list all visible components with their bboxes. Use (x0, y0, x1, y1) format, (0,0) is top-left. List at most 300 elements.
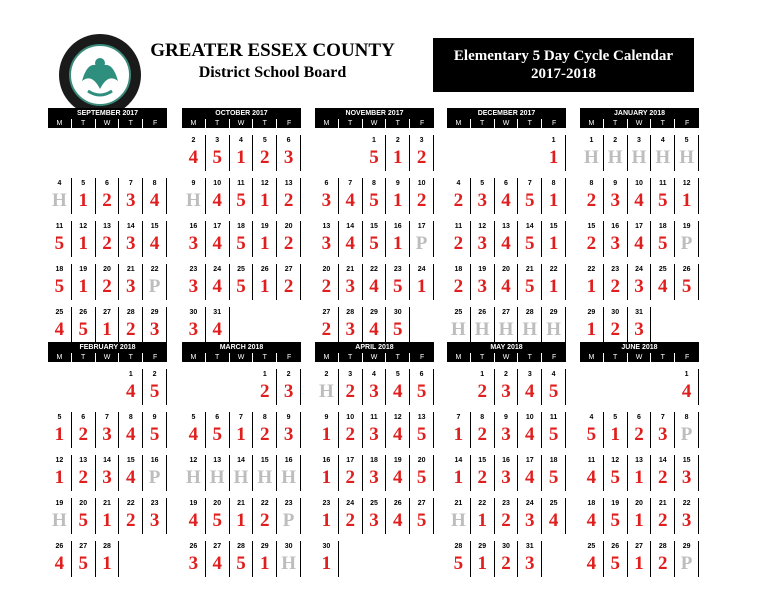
cycle-day-number: 4 (501, 233, 511, 254)
empty-cell (518, 135, 542, 171)
day-cell (230, 541, 254, 577)
week-row (315, 455, 434, 491)
day-number: 21 (658, 500, 667, 507)
day-cell (447, 498, 471, 534)
weekday-label: T (518, 119, 542, 128)
weekday-label: F (277, 119, 301, 128)
week-row (447, 455, 566, 491)
cycle-day-number: 5 (416, 467, 427, 488)
day-cell (182, 307, 206, 343)
cycle-day-number: 4 (54, 319, 65, 340)
empty-cell (96, 135, 120, 171)
day-cell (386, 412, 410, 448)
cycle-day-number: 2 (610, 319, 620, 340)
cycle-day-number: 2 (283, 190, 294, 211)
cycle-day-number: 4 (393, 381, 403, 402)
week-row (580, 369, 699, 405)
day-number: 18 (454, 266, 463, 273)
day-number: 17 (635, 223, 643, 230)
day-number: 12 (682, 180, 691, 187)
day-cell (604, 135, 628, 171)
cycle-day-number: 1 (393, 233, 403, 254)
day-cell (651, 221, 675, 257)
day-cell (363, 178, 387, 214)
day-number: 6 (81, 414, 86, 421)
day-number: 30 (322, 543, 331, 550)
cycle-day-number: 4 (149, 190, 160, 211)
day-number: 15 (150, 223, 159, 230)
empty-cell (143, 541, 167, 577)
week-row (182, 541, 301, 577)
day-cell (119, 307, 143, 343)
day-cell (182, 221, 206, 257)
cycle-day-number: 2 (453, 190, 464, 211)
weekday-label: W (230, 353, 254, 362)
non-school-day-code: H (186, 467, 201, 488)
day-number: 6 (419, 371, 424, 378)
cycle-day-number: 5 (236, 276, 246, 297)
cycle-day-number: 3 (681, 510, 692, 531)
day-cell (518, 221, 542, 257)
cycle-day-number: 4 (188, 424, 199, 445)
day-number: 18 (237, 223, 245, 230)
cycle-day-number: 4 (393, 467, 403, 488)
day-cell (339, 455, 363, 491)
empty-cell (119, 541, 143, 577)
day-number: 21 (126, 266, 135, 273)
weekday-label: T (72, 353, 96, 362)
cycle-day-number: 2 (345, 424, 355, 445)
cycle-day-number: 1 (453, 467, 464, 488)
day-number: 3 (348, 371, 353, 378)
cycle-day-number: 1 (477, 510, 487, 531)
empty-cell (230, 307, 254, 343)
day-number: 17 (417, 223, 426, 230)
month-title: MAY 2018 (447, 342, 566, 353)
day-cell (386, 221, 410, 257)
month-title: NOVEMBER 2017 (315, 108, 434, 119)
day-cell (315, 221, 339, 257)
day-cell (518, 541, 542, 577)
day-cell (277, 541, 301, 577)
day-number: 28 (237, 543, 245, 550)
day-cell (495, 369, 519, 405)
day-number: 5 (191, 414, 196, 421)
week-row (580, 135, 699, 171)
day-cell (48, 307, 72, 343)
weekday-label: F (143, 353, 167, 362)
cycle-day-number: 1 (321, 510, 332, 531)
month-block (447, 342, 566, 577)
weekday-header (182, 353, 301, 362)
day-cell (48, 178, 72, 214)
day-number: 4 (660, 137, 665, 144)
day-cell (96, 307, 120, 343)
day-cell (580, 455, 604, 491)
day-cell (471, 498, 495, 534)
weekday-label: T (206, 353, 230, 362)
cycle-day-number: 1 (260, 553, 270, 574)
day-number: 5 (57, 414, 62, 421)
day-number: 8 (551, 180, 556, 187)
cycle-day-number: 1 (321, 424, 332, 445)
day-cell (119, 455, 143, 491)
day-cell (651, 455, 675, 491)
day-cell (182, 135, 206, 171)
day-number: 16 (150, 457, 159, 464)
day-number: 11 (370, 414, 378, 421)
day-cell (675, 264, 699, 300)
cycle-day-number: 1 (477, 553, 487, 574)
day-cell (230, 498, 254, 534)
non-school-day-code: P (415, 233, 428, 254)
cycle-day-number: 5 (658, 233, 668, 254)
week-row (315, 178, 434, 214)
day-number: 11 (237, 180, 245, 187)
day-number: 22 (260, 500, 269, 507)
week-row (315, 541, 434, 577)
day-cell (363, 455, 387, 491)
day-cell (675, 455, 699, 491)
day-cell (182, 412, 206, 448)
cycle-day-number: 5 (369, 147, 379, 168)
day-cell (447, 455, 471, 491)
day-number: 13 (103, 223, 111, 230)
week-row (48, 264, 167, 300)
day-number: 29 (587, 309, 596, 316)
cycle-day-number: 4 (345, 190, 355, 211)
day-number: 9 (191, 180, 196, 187)
day-cell (96, 541, 120, 577)
day-cell (495, 541, 519, 577)
empty-cell (471, 135, 495, 171)
cycle-day-number: 3 (634, 319, 644, 340)
day-number: 27 (79, 543, 88, 550)
day-cell (447, 178, 471, 214)
cycle-day-number: 5 (369, 233, 379, 254)
day-number: 28 (346, 309, 355, 316)
day-number: 18 (549, 457, 558, 464)
day-cell (628, 541, 652, 577)
non-school-day-code: H (584, 147, 599, 168)
weekday-label: T (339, 119, 363, 128)
school-board-logo (58, 33, 142, 117)
day-cell (542, 221, 566, 257)
day-cell (651, 498, 675, 534)
day-cell (230, 264, 254, 300)
day-cell (253, 455, 277, 491)
month-title: OCTOBER 2017 (182, 108, 301, 119)
day-number: 31 (635, 309, 643, 316)
weekday-label: T (253, 353, 277, 362)
weekday-label: T (253, 119, 277, 128)
weekday-label: M (182, 119, 206, 128)
non-school-day-code: H (319, 381, 334, 402)
day-number: 3 (215, 137, 220, 144)
day-number: 1 (128, 371, 133, 378)
day-number: 15 (478, 457, 487, 464)
day-cell (580, 307, 604, 343)
day-number: 9 (324, 414, 329, 421)
cycle-day-number: 1 (321, 467, 332, 488)
day-number: 25 (549, 500, 558, 507)
day-cell (182, 498, 206, 534)
weekday-label: M (182, 353, 206, 362)
week-row (182, 135, 301, 171)
empty-cell (230, 369, 254, 405)
cycle-day-number: 2 (477, 467, 487, 488)
cycle-day-number: 3 (369, 424, 379, 445)
day-number: 25 (237, 266, 245, 273)
cycle-day-number: 4 (525, 381, 535, 402)
day-cell (143, 221, 167, 257)
cycle-day-number: 3 (658, 424, 668, 445)
day-cell (119, 221, 143, 257)
day-number: 22 (549, 266, 558, 273)
cycle-day-number: 4 (681, 381, 692, 402)
week-row (580, 178, 699, 214)
cycle-day-number: 2 (658, 553, 668, 574)
cycle-day-number: 3 (477, 190, 487, 211)
day-cell (339, 221, 363, 257)
cycle-day-number: 1 (78, 276, 88, 297)
day-number: 29 (150, 309, 159, 316)
day-cell (206, 221, 230, 257)
cycle-day-number: 4 (501, 190, 511, 211)
day-cell (72, 541, 96, 577)
day-cell (471, 369, 495, 405)
week-row (580, 455, 699, 491)
day-number: 25 (658, 266, 667, 273)
day-cell (72, 221, 96, 257)
weekday-label: T (119, 119, 143, 128)
day-cell (542, 412, 566, 448)
day-cell (495, 307, 519, 343)
day-number: 30 (502, 543, 510, 550)
cycle-day-number: 1 (610, 424, 620, 445)
day-number: 10 (213, 180, 222, 187)
day-cell (48, 541, 72, 577)
day-number: 19 (55, 500, 64, 507)
day-cell (542, 307, 566, 343)
cycle-day-number: 4 (501, 276, 511, 297)
cycle-day-number: 3 (345, 319, 355, 340)
day-number: 16 (322, 457, 331, 464)
cycle-day-number: 3 (345, 276, 355, 297)
day-number: 13 (213, 457, 222, 464)
cycle-day-number: 3 (501, 381, 511, 402)
non-school-day-code: H (546, 319, 561, 340)
cycle-day-number: 2 (345, 510, 355, 531)
weekday-label: W (495, 119, 519, 128)
day-cell (628, 455, 652, 491)
empty-cell (675, 307, 699, 343)
day-cell (386, 455, 410, 491)
cycle-day-number: 5 (212, 510, 222, 531)
day-cell (72, 264, 96, 300)
day-number: 25 (55, 309, 64, 316)
empty-cell (386, 541, 410, 577)
day-number: 27 (322, 309, 331, 316)
day-cell (230, 178, 254, 214)
day-number: 20 (322, 266, 331, 273)
day-cell (471, 221, 495, 257)
cycle-day-number: 2 (260, 510, 270, 531)
cycle-day-number: 3 (126, 276, 136, 297)
non-school-day-code: H (52, 510, 67, 531)
cycle-day-number: 3 (126, 233, 136, 254)
empty-cell (315, 135, 339, 171)
day-cell (206, 178, 230, 214)
week-row (315, 221, 434, 257)
day-number: 25 (370, 500, 378, 507)
day-cell (230, 412, 254, 448)
day-number: 4 (589, 414, 594, 421)
day-cell (72, 307, 96, 343)
day-cell (206, 455, 230, 491)
cycle-day-number: 1 (548, 276, 559, 297)
weekday-label: W (363, 119, 387, 128)
weekday-label: T (471, 119, 495, 128)
cycle-day-number: 5 (78, 319, 88, 340)
day-cell (471, 412, 495, 448)
day-cell (386, 178, 410, 214)
cycle-day-number: 2 (501, 553, 511, 574)
cycle-day-number: 5 (393, 319, 403, 340)
day-cell (363, 369, 387, 405)
cycle-day-number: 2 (126, 319, 136, 340)
empty-cell (651, 307, 675, 343)
day-number: 13 (79, 457, 88, 464)
week-row (447, 221, 566, 257)
week-row (315, 369, 434, 405)
empty-cell (72, 135, 96, 171)
cycle-day-number: 1 (236, 147, 246, 168)
day-cell (206, 541, 230, 577)
empty-cell (651, 369, 675, 405)
day-cell (143, 412, 167, 448)
cycle-day-number: 4 (188, 510, 199, 531)
day-cell (315, 369, 339, 405)
day-cell (410, 264, 434, 300)
day-number: 26 (478, 309, 487, 316)
weekday-label: F (675, 353, 699, 362)
day-number: 17 (213, 223, 222, 230)
day-cell (206, 498, 230, 534)
day-cell (542, 498, 566, 534)
day-number: 19 (189, 500, 198, 507)
day-number: 21 (454, 500, 463, 507)
day-cell (277, 135, 301, 171)
day-number: 4 (372, 371, 376, 378)
day-cell (206, 135, 230, 171)
cycle-day-number: 4 (525, 424, 535, 445)
non-school-day-code: H (474, 319, 490, 340)
day-cell (628, 264, 652, 300)
cycle-day-number: 3 (126, 190, 136, 211)
month-block (182, 108, 301, 343)
day-cell (386, 307, 410, 343)
day-cell (96, 221, 120, 257)
cycle-day-number: 5 (212, 147, 222, 168)
day-cell (542, 369, 566, 405)
day-number: 22 (682, 500, 691, 507)
weekday-label: W (363, 353, 387, 362)
day-number: 26 (682, 266, 691, 273)
cycle-day-number: 2 (501, 510, 511, 531)
day-cell (363, 221, 387, 257)
weekday-header (447, 119, 566, 128)
day-number: 9 (613, 180, 618, 187)
day-cell (182, 178, 206, 214)
day-number: 27 (103, 309, 111, 316)
day-cell (651, 412, 675, 448)
empty-cell (48, 369, 72, 405)
cycle-day-number: 2 (345, 467, 355, 488)
day-cell (518, 264, 542, 300)
weekday-label: M (48, 353, 72, 362)
cycle-day-number: 5 (393, 276, 403, 297)
day-number: 24 (213, 266, 222, 273)
day-number: 12 (393, 414, 402, 421)
non-school-day-code: H (52, 190, 67, 211)
day-number: 29 (478, 543, 487, 550)
week-row (580, 221, 699, 257)
day-number: 29 (370, 309, 378, 316)
day-cell (96, 264, 120, 300)
day-number: 8 (480, 414, 485, 421)
day-cell (542, 178, 566, 214)
day-cell (206, 264, 230, 300)
cycle-day-number: 5 (78, 553, 88, 574)
day-number: 11 (549, 414, 558, 421)
weekday-label: T (386, 119, 410, 128)
week-row (580, 307, 699, 343)
day-number: 12 (79, 223, 88, 230)
day-number: 23 (611, 266, 620, 273)
week-row (48, 221, 167, 257)
day-number: 30 (611, 309, 620, 316)
empty-cell (96, 369, 120, 405)
day-cell (253, 498, 277, 534)
cycle-day-number: 5 (54, 233, 65, 254)
day-number: 19 (611, 500, 620, 507)
day-number: 22 (150, 266, 159, 273)
calendar-title-box (433, 38, 694, 92)
day-cell (96, 455, 120, 491)
cycle-day-number: 5 (548, 467, 559, 488)
cycle-day-number: 3 (525, 553, 535, 574)
day-number: 28 (658, 543, 667, 550)
weekday-label: M (315, 119, 339, 128)
day-number: 1 (262, 371, 267, 378)
week-row (447, 369, 566, 405)
month-title: DECEMBER 2017 (447, 108, 566, 119)
non-school-day-code: H (631, 147, 647, 168)
cycle-day-number: 3 (149, 510, 160, 531)
day-cell (495, 455, 519, 491)
day-cell (339, 307, 363, 343)
empty-cell (628, 369, 652, 405)
day-number: 8 (589, 180, 594, 187)
cycle-day-number: 4 (126, 381, 136, 402)
cycle-day-number: 2 (260, 147, 270, 168)
day-number: 17 (346, 457, 355, 464)
day-number: 5 (480, 180, 485, 187)
cycle-day-number: 1 (634, 510, 644, 531)
non-school-day-code: H (233, 467, 249, 488)
day-number: 11 (454, 223, 463, 230)
